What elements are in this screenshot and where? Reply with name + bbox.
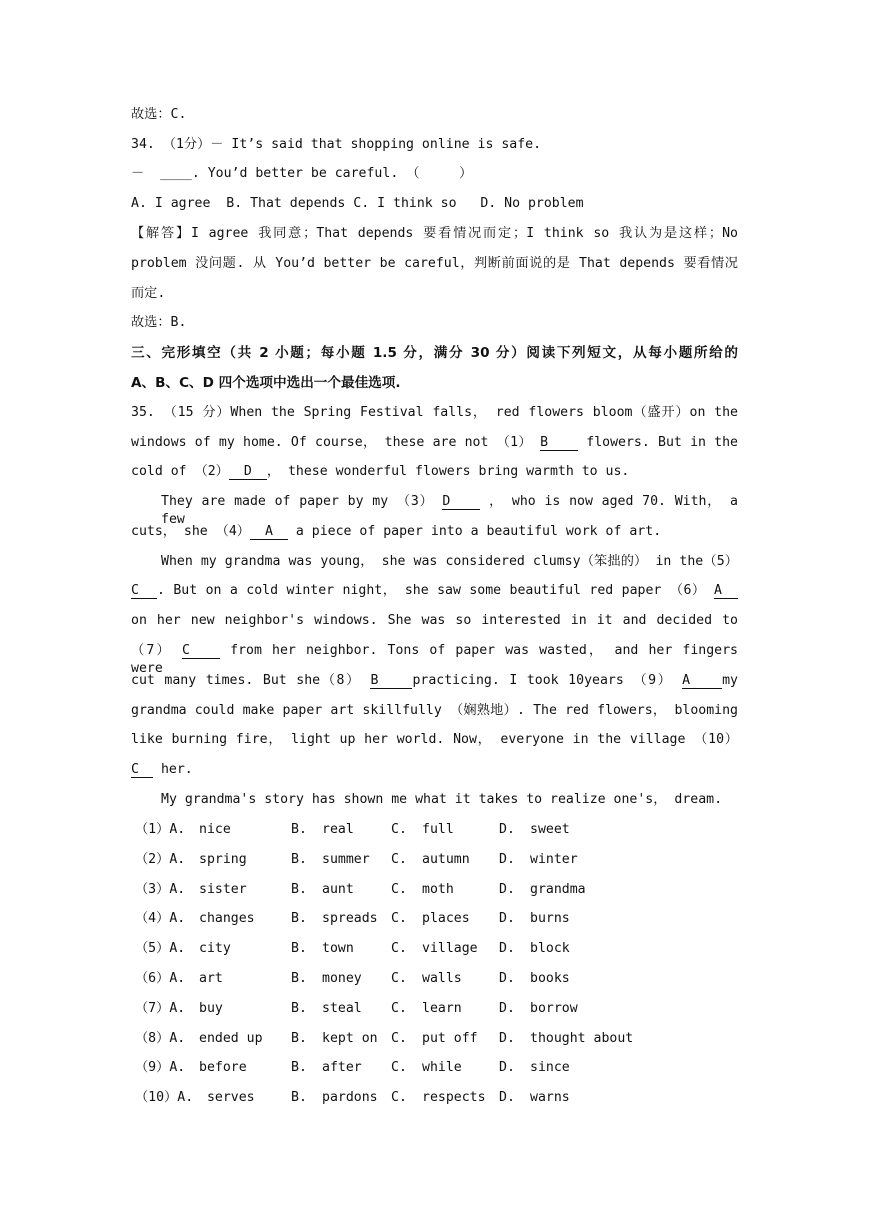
passage-text: a piece of paper into a beautiful work of art. bbox=[287, 524, 662, 539]
option-d: burns bbox=[530, 911, 570, 927]
section-heading-line-1: 三、完形填空（共 2 小题；每小题 1.5 分，满分 30 分）阅读下列短文，从每小题所给的 bbox=[131, 345, 738, 361]
passage-text: flowers. But in the bbox=[586, 435, 738, 450]
answer-blank-2: D bbox=[229, 464, 267, 480]
option-number: （8）A. bbox=[135, 1030, 186, 1046]
option-number: （1）A. bbox=[135, 822, 186, 837]
option-d: borrow bbox=[530, 1000, 578, 1016]
option-number: （2）A. bbox=[135, 851, 186, 867]
option-d: warns bbox=[530, 1090, 570, 1106]
q34-explanation-line-1: 【解答】I agree 我同意；That depends 要看情况而定；I think so 我认为是这样；No bbox=[131, 226, 738, 241]
option-c: while bbox=[422, 1060, 462, 1076]
option-letter-b: B. bbox=[291, 911, 307, 927]
option-d: sweet bbox=[530, 822, 570, 837]
option-number: （3）A. bbox=[135, 881, 186, 897]
option-b: steal bbox=[322, 1000, 362, 1016]
option-letter-c: C. bbox=[391, 1000, 407, 1016]
answer-blank-9: A bbox=[682, 673, 722, 689]
q34-explanation-line-3: 而定. bbox=[131, 286, 166, 301]
option-letter-b: B. bbox=[291, 1090, 307, 1106]
option-a: art bbox=[199, 971, 223, 986]
option-letter-c: C. bbox=[391, 881, 407, 897]
option-d: winter bbox=[530, 851, 578, 867]
option-a: changes bbox=[199, 911, 255, 927]
option-number: （5）A. bbox=[135, 941, 186, 957]
option-c: learn bbox=[422, 1000, 462, 1016]
option-letter-b: B. bbox=[291, 971, 307, 986]
option-letter-b: B. bbox=[291, 822, 307, 837]
passage-text: ， who is now aged 70. With， a few bbox=[161, 494, 738, 527]
answer-blank-10: C bbox=[131, 762, 153, 778]
option-a: nice bbox=[199, 822, 231, 837]
option-letter-d: D. bbox=[499, 1000, 515, 1016]
option-a: buy bbox=[199, 1000, 223, 1016]
option-a: spring bbox=[199, 851, 247, 867]
option-b: money bbox=[322, 971, 362, 986]
option-letter-b: B. bbox=[291, 1000, 307, 1016]
q34-reply: － ____. You’d better be careful. （ ） bbox=[131, 166, 473, 181]
option-letter-d: D. bbox=[499, 971, 515, 986]
answer-blank-4: A bbox=[250, 524, 288, 540]
option-letter-d: D. bbox=[499, 851, 515, 867]
option-letter-d: D. bbox=[499, 822, 515, 837]
passage-text: ， these wonderful flowers bring warmth to us. bbox=[266, 464, 630, 479]
option-b: spreads bbox=[322, 911, 378, 927]
option-letter-b: B. bbox=[291, 881, 307, 897]
option-b: summer bbox=[322, 851, 370, 867]
passage-p4: My grandma's story has shown me what it takes to realize one's， dream. bbox=[161, 792, 723, 807]
passage-text: cuts， she （4） bbox=[131, 524, 250, 539]
passage-p3-line-7: like burning fire， light up her world. Now， everyone in the village （10） bbox=[131, 732, 738, 747]
option-d: grandma bbox=[530, 881, 586, 897]
passage-p1-line-3 bbox=[131, 463, 738, 481]
option-b: after bbox=[322, 1060, 362, 1076]
option-letter-c: C. bbox=[391, 941, 407, 957]
q34-answer-choice: 故选：B. bbox=[131, 315, 187, 330]
option-c: full bbox=[422, 822, 454, 837]
option-c: moth bbox=[422, 881, 454, 897]
option-a: city bbox=[199, 941, 231, 957]
passage-p3-line-3: on her new neighbor's windows. She was so interested in it and decided to bbox=[131, 613, 738, 628]
option-c: respects bbox=[422, 1090, 486, 1106]
answer-blank-5: C bbox=[131, 583, 157, 599]
option-b: town bbox=[322, 941, 354, 957]
q34-stem: 34. （1分）－ It’s said that shopping online is safe. bbox=[131, 137, 542, 152]
option-b: pardons bbox=[322, 1090, 378, 1106]
option-c: places bbox=[422, 911, 470, 927]
option-number: （6）A. bbox=[135, 971, 186, 986]
option-b: aunt bbox=[322, 881, 354, 897]
option-letter-b: B. bbox=[291, 941, 307, 957]
option-letter-c: C. bbox=[391, 851, 407, 867]
option-a: serves bbox=[199, 1090, 255, 1106]
passage-text: her. bbox=[153, 762, 193, 777]
option-c: autumn bbox=[422, 851, 470, 867]
passage-p2-line-2 bbox=[131, 523, 738, 541]
option-letter-d: D. bbox=[499, 941, 515, 957]
option-d: books bbox=[530, 971, 570, 986]
passage-text: cut many times. But she（8） bbox=[131, 673, 361, 688]
option-letter-b: B. bbox=[291, 1030, 307, 1046]
section-heading-line-2: A、B、C、D 四个选项中选出一个最佳选项. bbox=[131, 375, 401, 391]
option-b: real bbox=[322, 822, 354, 837]
answer-blank-3: D bbox=[442, 494, 480, 510]
option-a: sister bbox=[199, 881, 247, 897]
passage-p3-line-2 bbox=[131, 582, 738, 600]
passage-text: from her neighbor. Tons of paper was wasted， and her fingers were bbox=[131, 643, 738, 676]
option-letter-c: C. bbox=[391, 1030, 407, 1046]
answer-blank-6: A bbox=[714, 583, 738, 599]
option-letter-d: D. bbox=[499, 1030, 515, 1046]
option-letter-d: D. bbox=[499, 1090, 515, 1106]
passage-p1-line-2 bbox=[131, 434, 738, 452]
option-number: （10）A. bbox=[135, 1090, 194, 1106]
option-letter-c: C. bbox=[391, 911, 407, 927]
answer-blank-8: B bbox=[370, 673, 412, 689]
option-d: thought about bbox=[530, 1030, 634, 1046]
option-letter-b: B. bbox=[291, 851, 307, 867]
passage-text: cold of （2） bbox=[131, 464, 229, 479]
option-b: kept on bbox=[322, 1030, 378, 1046]
option-a: before bbox=[199, 1060, 247, 1076]
option-a: ended up bbox=[199, 1030, 263, 1046]
q33-answer-choice: 故选：C. bbox=[131, 107, 187, 122]
answer-blank-1: B bbox=[540, 435, 578, 451]
passage-text: （7） bbox=[131, 643, 172, 658]
passage-text: . But on a cold winter night， she saw some beautiful red paper （6） bbox=[157, 583, 706, 598]
option-letter-b: B. bbox=[291, 1060, 307, 1076]
option-letter-c: C. bbox=[391, 822, 407, 837]
option-letter-c: C. bbox=[391, 971, 407, 986]
passage-text: They are made of paper by my （3） bbox=[161, 494, 434, 509]
option-number: （9）A. bbox=[135, 1060, 186, 1076]
passage-p1-line-1: 35. （15 分）When the Spring Festival falls， red flowers bloom（盛开）on the bbox=[131, 405, 738, 420]
option-letter-d: D. bbox=[499, 911, 515, 927]
passage-p3-line-6: grandma could make paper art skillfully （娴熟地）. The red flowers， blooming bbox=[131, 703, 738, 718]
option-d: since bbox=[530, 1060, 570, 1076]
option-d: block bbox=[530, 941, 570, 957]
answer-blank-7: C bbox=[182, 643, 220, 659]
option-number: （4）A. bbox=[135, 911, 186, 927]
passage-p3-line-8 bbox=[131, 761, 738, 779]
option-letter-c: C. bbox=[391, 1060, 407, 1076]
q34-options: A. I agree B. That depends C. I think so D. No problem bbox=[131, 196, 584, 211]
passage-text: my bbox=[722, 673, 738, 688]
passage-text: practicing. I took 10years （9） bbox=[412, 673, 673, 688]
q34-explanation-line-2: problem 没问题. 从 You’d better be careful，判断前面说的是 That depends 要看情况 bbox=[131, 256, 738, 271]
option-c: walls bbox=[422, 971, 462, 986]
option-c: village bbox=[422, 941, 478, 957]
option-letter-c: C. bbox=[391, 1090, 407, 1106]
option-letter-d: D. bbox=[499, 881, 515, 897]
option-number: （7）A. bbox=[135, 1000, 186, 1016]
option-c: put off bbox=[422, 1030, 478, 1046]
passage-text: windows of my home. Of course， these are not （1） bbox=[131, 435, 532, 450]
passage-p3-line-5 bbox=[131, 672, 738, 690]
passage-p3-line-1: When my grandma was young， she was considered clumsy（笨拙的） in the（5） bbox=[161, 554, 738, 569]
option-letter-d: D. bbox=[499, 1060, 515, 1076]
